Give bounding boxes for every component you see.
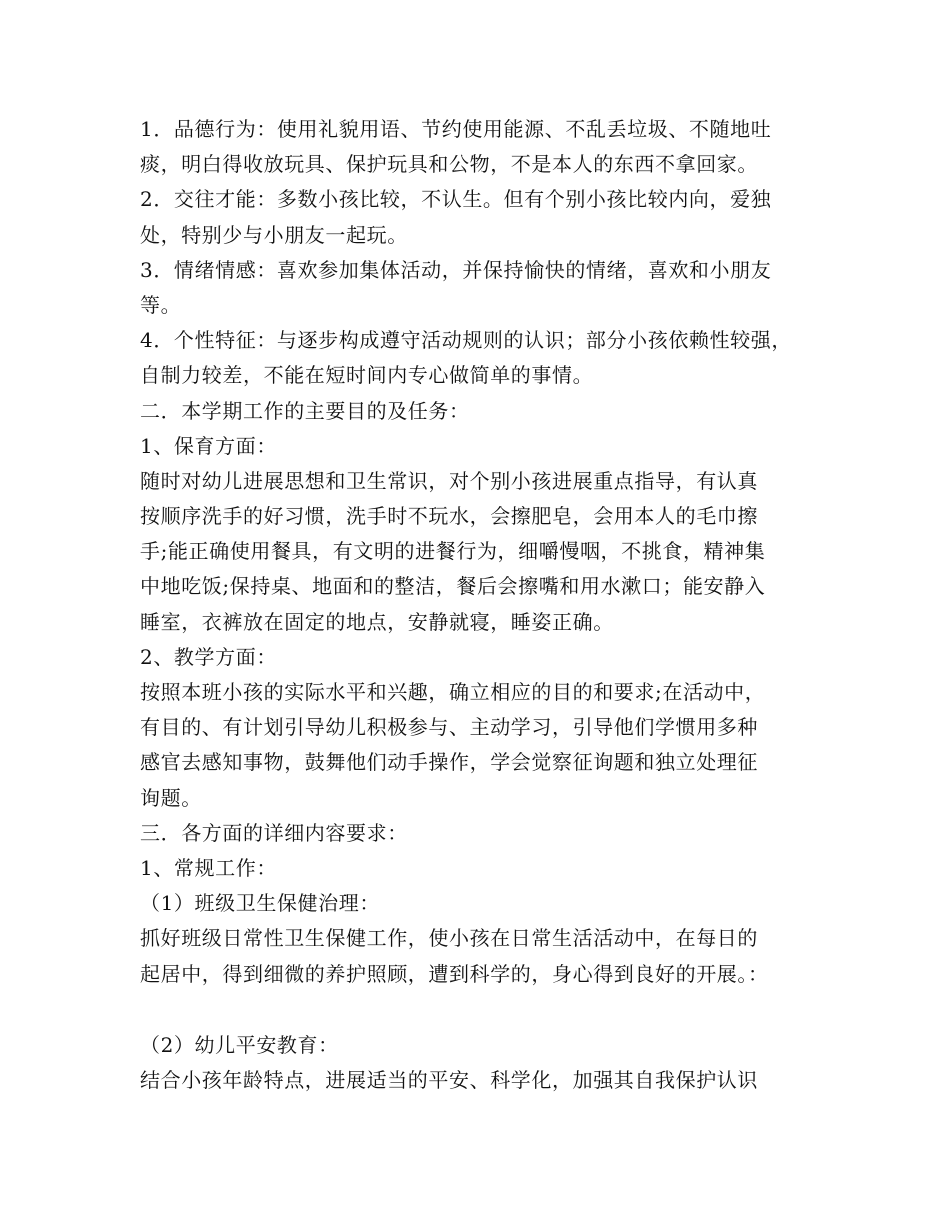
subsection-heading: 1、保育方面： [140,433,277,458]
text-line: 自制力较差，不能在短时间内专心做简单的事情。 [140,363,594,388]
text-line: 手;能正确使用餐具，有文明的进餐行为，细嚼慢咽，不挑食，精神集 [140,539,766,564]
text-line: 起居中，得到细微的养护照顾，遭到科学的，身心得到良好的开展。： [140,961,769,986]
text-line: 睡室，衣裤放在固定的地点，安静就寝，睡姿正确。 [140,609,614,634]
text-line: 抓好班级日常性卫生保健工作，使小孩在日常生活活动中，在每日的 [140,926,758,951]
text-line: 询题。 [140,785,202,810]
section-heading: 三．各方面的详细内容要求： [140,820,408,845]
text-line: 1．品德行为：使用礼貌用语、节约使用能源、不乱丢垃圾、不随地吐 [140,117,772,141]
section-heading: 二．本学期工作的主要目的及任务： [140,398,470,423]
text-line: 4．个性特征：与逐步构成遵守活动规则的认识；部分小孩依赖性较强， [140,328,792,353]
text-line: 等。 [140,292,182,317]
text-line: 3．情绪情感：喜欢参加集体活动，并保持愉快的情绪，喜欢和小朋友 [140,257,772,282]
item-heading: （1）班级卫生保健治理： [140,891,380,916]
subsection-heading: 1、常规工作： [140,855,277,880]
item-heading: （2）幼儿平安教育： [140,1032,339,1057]
text-line: 2．交往才能：多数小孩比较，不认生。但有个别小孩比较内向，爱独 [140,187,772,212]
document-body [140,112,830,1098]
text-line: 随时对幼儿进展思想和卫生常识，对个别小孩进展重点指导，有认真 [140,468,758,493]
paragraph-gap [140,992,830,1028]
text-line: 感官去感知事物，鼓舞他们动手操作，学会觉察征询题和独立处理征 [140,750,758,775]
text-line: 有目的、有计划引导幼儿积极参与、主动学习，引导他们学惯用多种 [140,715,758,740]
text-line: 按顺序洗手的好习惯，洗手时不玩水，会擦肥皂，会用本人的毛巾擦 [140,504,758,529]
text-line: 处，特别少与小朋友一起玩。 [140,222,408,247]
subsection-heading: 2、教学方面： [140,644,277,669]
text-line: 中地吃饭;保持桌、地面和的整洁，餐后会擦嘴和用水漱口；能安静入 [140,574,766,599]
text-line: 按照本班小孩的实际水平和兴趣，确立相应的目的和要求;在活动中， [140,680,766,704]
text-line: 结合小孩年龄特点，进展适当的平安、科学化，加强其自我保护认识 [140,1067,758,1092]
text-line: 痰，明白得收放玩具、保护玩具和公物，不是本人的东西不拿回家。 [140,152,758,177]
